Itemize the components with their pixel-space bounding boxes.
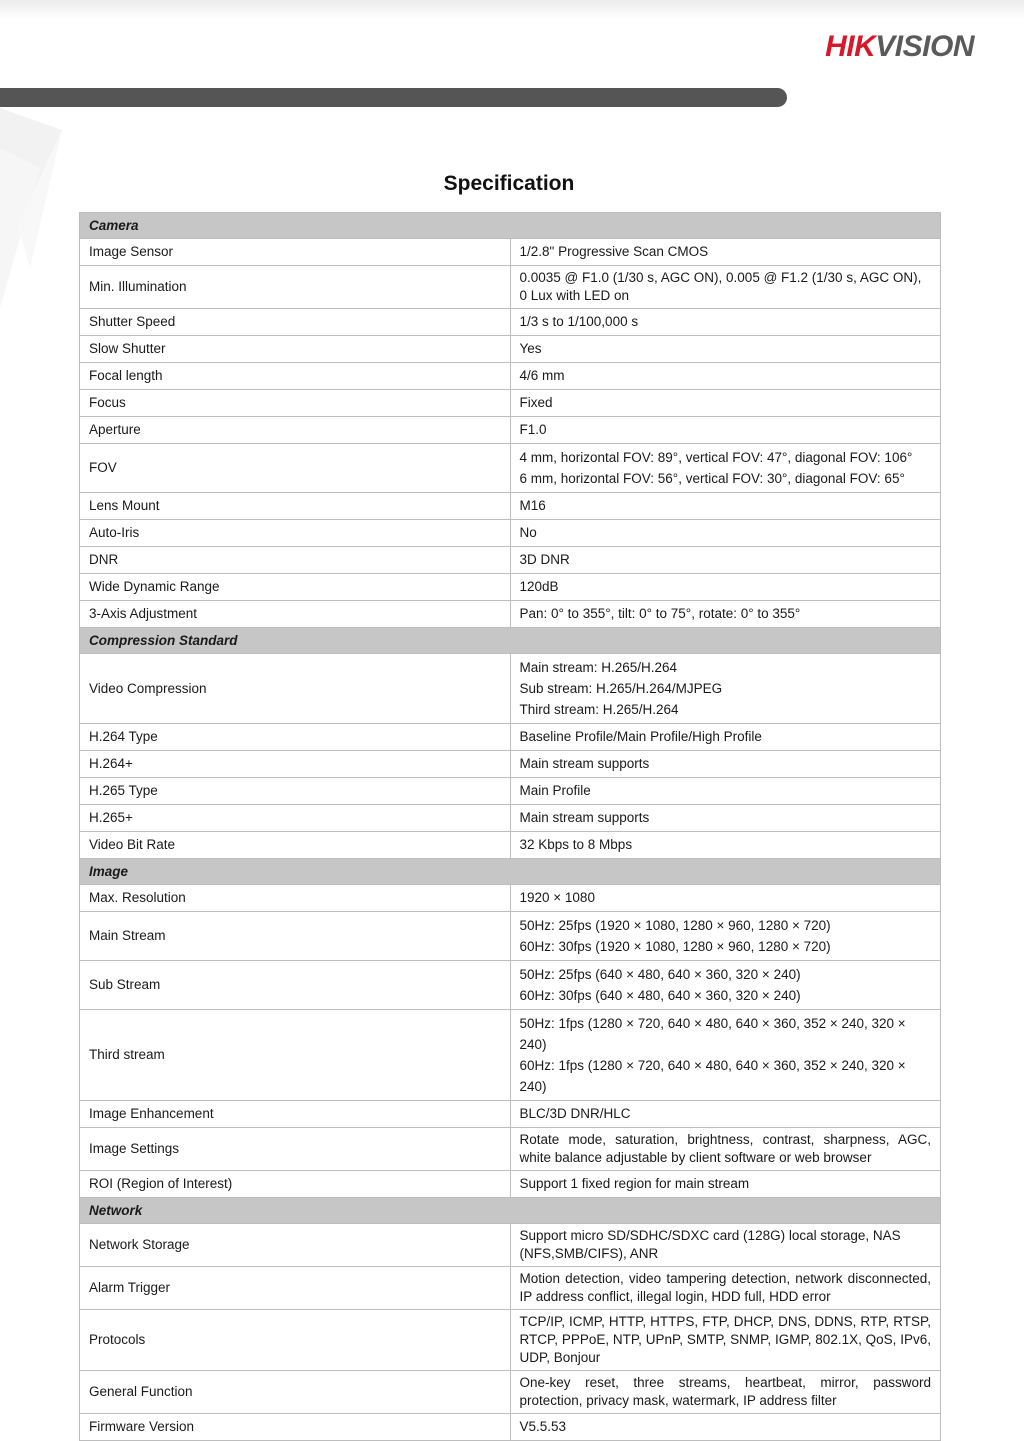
spec-key: Min. Illumination: [80, 266, 511, 309]
spec-value: Motion detection, video tampering detection, network disconnected, IP address conflict, illegal login, HDD full, HDD error: [510, 1267, 941, 1310]
spec-value-line: 50Hz: 1fps (1280 × 720, 640 × 480, 640 × 360, 352 × 240, 320 × 240): [519, 1016, 906, 1052]
spec-row: [80, 520, 941, 547]
spec-key: Sub Stream: [80, 961, 511, 1010]
section-title: Compression Standard: [80, 628, 941, 654]
spec-value-line: Main stream: H.265/H.264: [519, 660, 678, 675]
spec-value: Baseline Profile/Main Profile/High Profile: [510, 724, 941, 751]
spec-row: [80, 912, 941, 961]
spec-key: Focus: [80, 390, 511, 417]
spec-key: Firmware Version: [80, 1414, 511, 1441]
spec-key: FOV: [80, 444, 511, 493]
spec-row: [80, 417, 941, 444]
spec-row: [80, 547, 941, 574]
spec-key: ROI (Region of Interest): [80, 1171, 511, 1198]
spec-value: 32 Kbps to 8 Mbps: [510, 832, 941, 859]
spec-value: Main stream supports: [510, 805, 941, 832]
spec-row: [80, 574, 941, 601]
decorative-facet-shape: [0, 108, 80, 308]
spec-value: One-key reset, three streams, heartbeat, mirror, password protection, privacy mask, watermark, IP address filter: [510, 1371, 941, 1414]
spec-key: 3-Axis Adjustment: [80, 601, 511, 628]
spec-key: Image Sensor: [80, 239, 511, 266]
spec-value: 1/3 s to 1/100,000 s: [510, 309, 941, 336]
spec-value-line: 4 mm, horizontal FOV: 89°, vertical FOV: 47°, diagonal FOV: 106°: [519, 450, 913, 465]
spec-row: [80, 885, 941, 912]
spec-key: Video Compression: [80, 654, 511, 724]
spec-key: Wide Dynamic Range: [80, 574, 511, 601]
spec-value: Pan: 0° to 355°, tilt: 0° to 75°, rotate: 0° to 355°: [510, 601, 941, 628]
page-top-shadow: [0, 0, 1024, 20]
spec-value-line: 60Hz: 30fps (640 × 480, 640 × 360, 320 × 240): [519, 988, 801, 1003]
section-header: [80, 213, 941, 239]
spec-value: 1/2.8" Progressive Scan CMOS: [510, 239, 941, 266]
document-title: Specification: [443, 172, 575, 195]
spec-row: [80, 778, 941, 805]
spec-row: [80, 266, 941, 309]
spec-value: BLC/3D DNR/HLC: [510, 1101, 941, 1128]
spec-row: [80, 493, 941, 520]
spec-row: [80, 1371, 941, 1414]
spec-key: Image Settings: [80, 1128, 511, 1171]
spec-key: Image Enhancement: [80, 1101, 511, 1128]
spec-row: [80, 1414, 941, 1441]
spec-key: Lens Mount: [80, 493, 511, 520]
spec-row: [80, 336, 941, 363]
spec-value: Support 1 fixed region for main stream: [510, 1171, 941, 1198]
spec-value: TCP/IP, ICMP, HTTP, HTTPS, FTP, DHCP, DNS, DDNS, RTP, RTSP, RTCP, PPPoE, NTP, UPnP, SMTP, SNMP, IGMP, 802.1X, QoS, IPv6, UDP, Bonjour: [510, 1310, 941, 1371]
spec-value-line: 50Hz: 25fps (640 × 480, 640 × 360, 320 × 240): [519, 967, 801, 982]
logo-text-grey: VISION: [875, 30, 974, 63]
spec-value-line: 6 mm, horizontal FOV: 56°, vertical FOV: 30°, diagonal FOV: 65°: [519, 471, 905, 486]
spec-value: Yes: [510, 336, 941, 363]
spec-row: [80, 1010, 941, 1101]
spec-key: Focal length: [80, 363, 511, 390]
spec-row: [80, 363, 941, 390]
spec-key: Alarm Trigger: [80, 1267, 511, 1310]
section-header: [80, 1198, 941, 1224]
spec-value: Main Profile: [510, 778, 941, 805]
spec-row: [80, 751, 941, 778]
spec-value-line: 50Hz: 25fps (1920 × 1080, 1280 × 960, 1280 × 720): [519, 918, 831, 933]
spec-row: [80, 1267, 941, 1310]
spec-value: 1920 × 1080: [510, 885, 941, 912]
spec-key: Video Bit Rate: [80, 832, 511, 859]
spec-value: [510, 444, 941, 493]
spec-key: Shutter Speed: [80, 309, 511, 336]
spec-value-line: 60Hz: 1fps (1280 × 720, 640 × 480, 640 × 360, 352 × 240, 320 × 240): [519, 1058, 906, 1094]
spec-value-line: 60Hz: 30fps (1920 × 1080, 1280 × 960, 1280 × 720): [519, 939, 831, 954]
spec-key: H.264+: [80, 751, 511, 778]
spec-value: [510, 1010, 941, 1101]
spec-row: [80, 805, 941, 832]
spec-value: [510, 961, 941, 1010]
header-bar: [0, 88, 787, 107]
spec-value: [510, 654, 941, 724]
spec-value: V5.5.53: [510, 1414, 941, 1441]
spec-row: [80, 601, 941, 628]
spec-row: [80, 309, 941, 336]
spec-value: Fixed: [510, 390, 941, 417]
spec-row: [80, 1310, 941, 1371]
spec-value: Main stream supports: [510, 751, 941, 778]
logo-text-red: HIK: [825, 30, 876, 63]
spec-key: Main Stream: [80, 912, 511, 961]
spec-value: Rotate mode, saturation, brightness, contrast, sharpness, AGC, white balance adjustable by client software or web browser: [510, 1128, 941, 1171]
spec-value: No: [510, 520, 941, 547]
spec-row: [80, 724, 941, 751]
spec-key: DNR: [80, 547, 511, 574]
spec-key: General Function: [80, 1371, 511, 1414]
section-header: [80, 859, 941, 885]
spec-value-line: Sub stream: H.265/H.264/MJPEG: [519, 681, 723, 696]
spec-key: Protocols: [80, 1310, 511, 1371]
spec-key: Third stream: [80, 1010, 511, 1101]
spec-key: H.265 Type: [80, 778, 511, 805]
section-title: Network: [80, 1198, 941, 1224]
spec-row: [80, 1128, 941, 1171]
spec-row: [80, 1101, 941, 1128]
hikvision-logo: [825, 30, 974, 64]
spec-key: Max. Resolution: [80, 885, 511, 912]
spec-key: H.265+: [80, 805, 511, 832]
spec-key: Network Storage: [80, 1224, 511, 1267]
spec-row: [80, 832, 941, 859]
spec-row: [80, 654, 941, 724]
spec-row: [80, 390, 941, 417]
spec-key: Auto-Iris: [80, 520, 511, 547]
spec-row: [80, 961, 941, 1010]
spec-value: 0.0035 @ F1.0 (1/30 s, AGC ON), 0.005 @ F1.2 (1/30 s, AGC ON), 0 Lux with LED on: [510, 266, 941, 309]
spec-row: [80, 1224, 941, 1267]
spec-value: [510, 912, 941, 961]
section-title: Camera: [80, 213, 941, 239]
spec-key: H.264 Type: [80, 724, 511, 751]
spec-value-line: Third stream: H.265/H.264: [519, 702, 679, 717]
section-header: [80, 628, 941, 654]
spec-key: Slow Shutter: [80, 336, 511, 363]
spec-key: Aperture: [80, 417, 511, 444]
spec-value: 4/6 mm: [510, 363, 941, 390]
spec-row: [80, 1171, 941, 1198]
spec-value: 3D DNR: [510, 547, 941, 574]
spec-row: [80, 239, 941, 266]
section-title: Image: [80, 859, 941, 885]
spec-value: Support micro SD/SDHC/SDXC card (128G) local storage, NAS (NFS,SMB/CIFS), ANR: [510, 1224, 941, 1267]
spec-value: M16: [510, 493, 941, 520]
spec-value: 120dB: [510, 574, 941, 601]
spec-row: [80, 444, 941, 493]
specification-table: [79, 212, 941, 1441]
spec-value: F1.0: [510, 417, 941, 444]
